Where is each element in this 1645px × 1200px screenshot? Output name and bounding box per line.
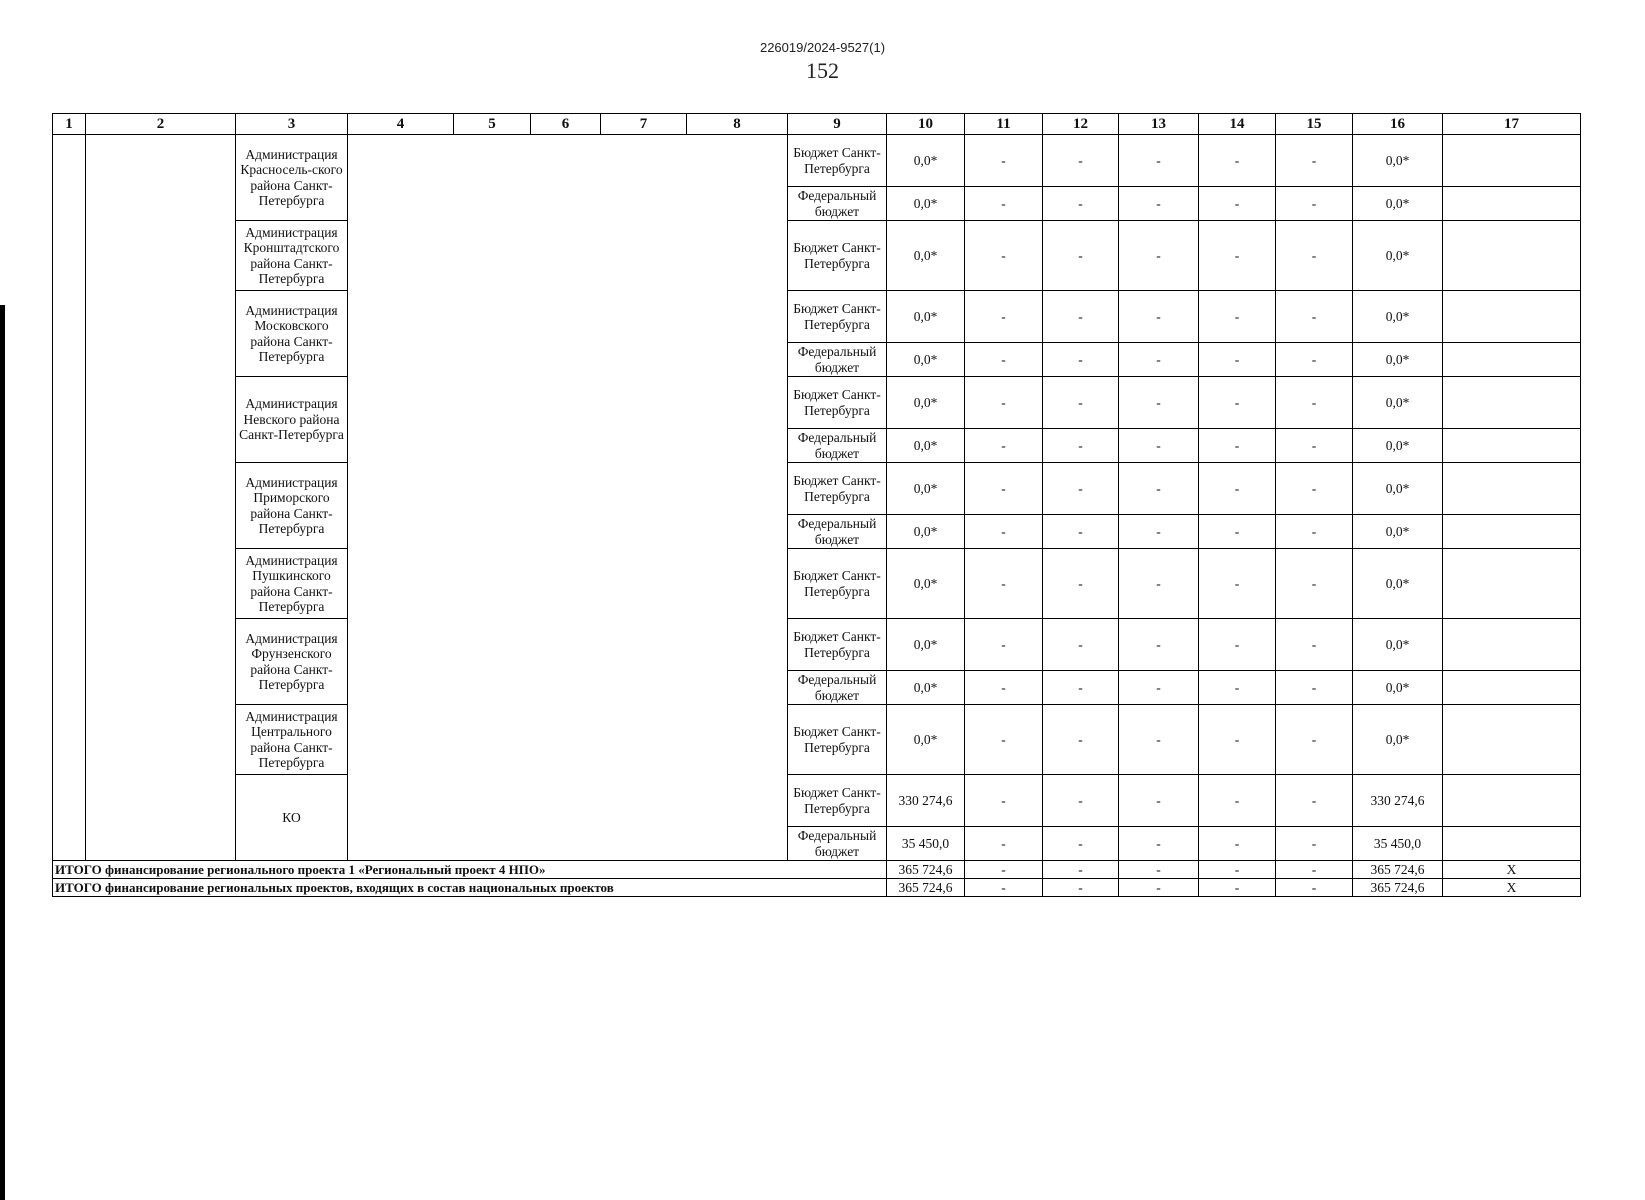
organization-cell: Администрация Красносель-ского района Санкт-Петербурга (236, 135, 348, 221)
funding-source-cell: Бюджет Санкт-Петербурга (788, 619, 887, 671)
funding-source-cell: Федеральный бюджет (788, 343, 887, 377)
dash-cell: - (1119, 671, 1199, 705)
dash-cell: - (1276, 291, 1353, 343)
dash-cell: - (1119, 377, 1199, 429)
funding-source-cell: Бюджет Санкт-Петербурга (788, 221, 887, 291)
col17-cell (1443, 221, 1581, 291)
col17-cell (1443, 619, 1581, 671)
amount-col16: 0,0* (1353, 187, 1443, 221)
amount-col16: 330 274,6 (1353, 775, 1443, 827)
dash-cell: - (1199, 429, 1276, 463)
dash-cell: - (1119, 861, 1199, 879)
dash-cell: - (1276, 377, 1353, 429)
dash-cell: - (1043, 221, 1119, 291)
data-row (53, 463, 1581, 515)
funding-source-cell: Бюджет Санкт-Петербурга (788, 775, 887, 827)
dash-cell: - (1043, 549, 1119, 619)
dash-cell: - (1276, 879, 1353, 897)
col17-cell (1443, 671, 1581, 705)
dash-cell: - (1119, 343, 1199, 377)
data-row (53, 775, 1581, 827)
organization-cell: Администрация Центрального района Санкт-Петербурга (236, 705, 348, 775)
dash-cell: - (1199, 187, 1276, 221)
dash-cell: - (1043, 879, 1119, 897)
dash-cell: - (1199, 619, 1276, 671)
dash-cell: - (1119, 463, 1199, 515)
column-number: 6 (531, 114, 601, 135)
amount-col10: 0,0* (887, 221, 965, 291)
funding-source-cell: Федеральный бюджет (788, 187, 887, 221)
dash-cell: - (1199, 705, 1276, 775)
data-row (53, 135, 1581, 187)
col17-cell (1443, 827, 1581, 861)
dash-cell: - (1119, 879, 1199, 897)
dash-cell: - (1043, 515, 1119, 549)
dash-cell: - (1199, 463, 1276, 515)
funding-source-cell: Федеральный бюджет (788, 827, 887, 861)
dash-cell: - (1276, 775, 1353, 827)
column-number: 16 (1353, 114, 1443, 135)
dash-cell: - (1043, 187, 1119, 221)
dash-cell: - (1199, 515, 1276, 549)
dash-cell: - (1043, 343, 1119, 377)
amount-col10: 0,0* (887, 515, 965, 549)
dash-cell: - (965, 861, 1043, 879)
dash-cell: - (1119, 187, 1199, 221)
dash-cell: - (965, 671, 1043, 705)
column-number: 9 (788, 114, 887, 135)
amount-col10: 0,0* (887, 705, 965, 775)
dash-cell: - (1119, 549, 1199, 619)
dash-cell: - (1119, 135, 1199, 187)
dash-cell: - (1199, 291, 1276, 343)
dash-cell: - (1199, 135, 1276, 187)
col17-cell (1443, 515, 1581, 549)
dash-cell: - (1276, 429, 1353, 463)
dash-cell: - (965, 377, 1043, 429)
column-number: 17 (1443, 114, 1581, 135)
organization-cell: Администрация Фрунзенского района Санкт-Петербурга (236, 619, 348, 705)
dash-cell: - (965, 827, 1043, 861)
dash-cell: - (1276, 671, 1353, 705)
col17-cell (1443, 463, 1581, 515)
dash-cell: - (1043, 463, 1119, 515)
column-number: 14 (1199, 114, 1276, 135)
dash-cell: - (965, 549, 1043, 619)
column-number: 10 (887, 114, 965, 135)
column-number: 11 (965, 114, 1043, 135)
total-col10: 365 724,6 (887, 879, 965, 897)
amount-col16: 0,0* (1353, 619, 1443, 671)
amount-col10: 0,0* (887, 377, 965, 429)
column-number: 7 (601, 114, 687, 135)
total-label: ИТОГО финансирование региональных проектов, входящих в состав национальных проектов (53, 879, 887, 897)
dash-cell: - (1199, 827, 1276, 861)
dash-cell: - (1043, 827, 1119, 861)
dash-cell: - (1276, 343, 1353, 377)
dash-cell: - (1276, 549, 1353, 619)
dash-cell: - (1119, 827, 1199, 861)
amount-col16: 0,0* (1353, 429, 1443, 463)
organization-cell: Администрация Кронштадтского района Санкт-Петербурга (236, 221, 348, 291)
amount-col10: 0,0* (887, 429, 965, 463)
page-number: 152 (806, 58, 839, 83)
dash-cell: - (1199, 221, 1276, 291)
data-row (53, 221, 1581, 291)
organization-cell: Администрация Невского района Санкт-Петербурга (236, 377, 348, 463)
organization-cell: Администрация Приморского района Санкт-Петербурга (236, 463, 348, 549)
col2-cell (86, 135, 236, 861)
col17-cell (1443, 705, 1581, 775)
scan-edge-mark (0, 305, 5, 1200)
total-col10: 365 724,6 (887, 861, 965, 879)
dash-cell: - (965, 187, 1043, 221)
dash-cell: - (1043, 135, 1119, 187)
dash-cell: - (965, 619, 1043, 671)
amount-col16: 0,0* (1353, 221, 1443, 291)
amount-col10: 0,0* (887, 135, 965, 187)
dash-cell: - (965, 135, 1043, 187)
total-col17: X (1443, 879, 1581, 897)
total-col16: 365 724,6 (1353, 861, 1443, 879)
dash-cell: - (1199, 775, 1276, 827)
dash-cell: - (965, 515, 1043, 549)
col17-cell (1443, 291, 1581, 343)
total-row (53, 861, 1581, 879)
col1-cell (53, 135, 86, 861)
amount-col16: 0,0* (1353, 463, 1443, 515)
col17-cell (1443, 429, 1581, 463)
amount-col10: 0,0* (887, 343, 965, 377)
budget-table (52, 113, 1581, 897)
dash-cell: - (1276, 463, 1353, 515)
dash-cell: - (1043, 429, 1119, 463)
dash-cell: - (965, 705, 1043, 775)
funding-source-cell: Бюджет Санкт-Петербурга (788, 135, 887, 187)
dash-cell: - (1276, 135, 1353, 187)
dash-cell: - (965, 343, 1043, 377)
dash-cell: - (1119, 429, 1199, 463)
column-number: 1 (53, 114, 86, 135)
column-number-row (53, 114, 1581, 135)
column-number: 12 (1043, 114, 1119, 135)
total-col16: 365 724,6 (1353, 879, 1443, 897)
funding-source-cell: Бюджет Санкт-Петербурга (788, 291, 887, 343)
amount-col10: 0,0* (887, 619, 965, 671)
dash-cell: - (1043, 291, 1119, 343)
amount-col16: 0,0* (1353, 705, 1443, 775)
amount-col16: 0,0* (1353, 343, 1443, 377)
column-number: 2 (86, 114, 236, 135)
organization-cell: КО (236, 775, 348, 861)
dash-cell: - (1199, 861, 1276, 879)
column-number: 4 (348, 114, 454, 135)
total-row (53, 879, 1581, 897)
data-row (53, 291, 1581, 343)
col17-cell (1443, 135, 1581, 187)
data-row (53, 705, 1581, 775)
dash-cell: - (1119, 291, 1199, 343)
dash-cell: - (1119, 619, 1199, 671)
dash-cell: - (965, 291, 1043, 343)
col17-cell (1443, 775, 1581, 827)
total-label: ИТОГО финансирование регионального проекта 1 «Региональный проект 4 НПО» (53, 861, 887, 879)
funding-source-cell: Бюджет Санкт-Петербурга (788, 705, 887, 775)
dash-cell: - (965, 221, 1043, 291)
dash-cell: - (965, 429, 1043, 463)
dash-cell: - (1119, 775, 1199, 827)
dash-cell: - (1043, 705, 1119, 775)
dash-cell: - (1199, 671, 1276, 705)
dash-cell: - (1199, 549, 1276, 619)
amount-col16: 0,0* (1353, 671, 1443, 705)
amount-col10: 0,0* (887, 671, 965, 705)
dash-cell: - (1276, 861, 1353, 879)
amount-col10: 0,0* (887, 291, 965, 343)
amount-col16: 0,0* (1353, 135, 1443, 187)
amount-col16: 0,0* (1353, 291, 1443, 343)
organization-cell: Администрация Пушкинского района Санкт-Петербурга (236, 549, 348, 619)
dash-cell: - (965, 463, 1043, 515)
amount-col16: 35 450,0 (1353, 827, 1443, 861)
col17-cell (1443, 343, 1581, 377)
amount-col16: 0,0* (1353, 377, 1443, 429)
col17-cell (1443, 377, 1581, 429)
dash-cell: - (1119, 515, 1199, 549)
dash-cell: - (1276, 705, 1353, 775)
funding-source-cell: Федеральный бюджет (788, 429, 887, 463)
amount-col10: 0,0* (887, 463, 965, 515)
dash-cell: - (1043, 671, 1119, 705)
funding-source-cell: Федеральный бюджет (788, 671, 887, 705)
column-number: 13 (1119, 114, 1199, 135)
dash-cell: - (1043, 775, 1119, 827)
dash-cell: - (1199, 879, 1276, 897)
dash-cell: - (1199, 343, 1276, 377)
data-row (53, 549, 1581, 619)
funding-source-cell: Бюджет Санкт-Петербурга (788, 549, 887, 619)
column-number: 3 (236, 114, 348, 135)
organization-cell: Администрация Московского района Санкт-Петербурга (236, 291, 348, 377)
dash-cell: - (1199, 377, 1276, 429)
dash-cell: - (1043, 861, 1119, 879)
dash-cell: - (1276, 187, 1353, 221)
dash-cell: - (965, 775, 1043, 827)
dash-cell: - (1043, 619, 1119, 671)
funding-source-cell: Бюджет Санкт-Петербурга (788, 463, 887, 515)
empty-cols-4-8 (348, 135, 788, 861)
data-row (53, 619, 1581, 671)
funding-source-cell: Бюджет Санкт-Петербурга (788, 377, 887, 429)
amount-col16: 0,0* (1353, 515, 1443, 549)
data-row (53, 377, 1581, 429)
dash-cell: - (1119, 221, 1199, 291)
amount-col16: 0,0* (1353, 549, 1443, 619)
amount-col10: 0,0* (887, 187, 965, 221)
dash-cell: - (965, 879, 1043, 897)
col17-cell (1443, 549, 1581, 619)
column-number: 15 (1276, 114, 1353, 135)
dash-cell: - (1276, 221, 1353, 291)
col17-cell (1443, 187, 1581, 221)
dash-cell: - (1043, 377, 1119, 429)
funding-source-cell: Федеральный бюджет (788, 515, 887, 549)
amount-col10: 35 450,0 (887, 827, 965, 861)
dash-cell: - (1276, 619, 1353, 671)
amount-col10: 0,0* (887, 549, 965, 619)
dash-cell: - (1276, 827, 1353, 861)
total-col17: X (1443, 861, 1581, 879)
column-number: 5 (454, 114, 531, 135)
dash-cell: - (1119, 705, 1199, 775)
dash-cell: - (1276, 515, 1353, 549)
document-code: 226019/2024-9527(1) (759, 40, 886, 55)
amount-col10: 330 274,6 (887, 775, 965, 827)
column-number: 8 (687, 114, 788, 135)
